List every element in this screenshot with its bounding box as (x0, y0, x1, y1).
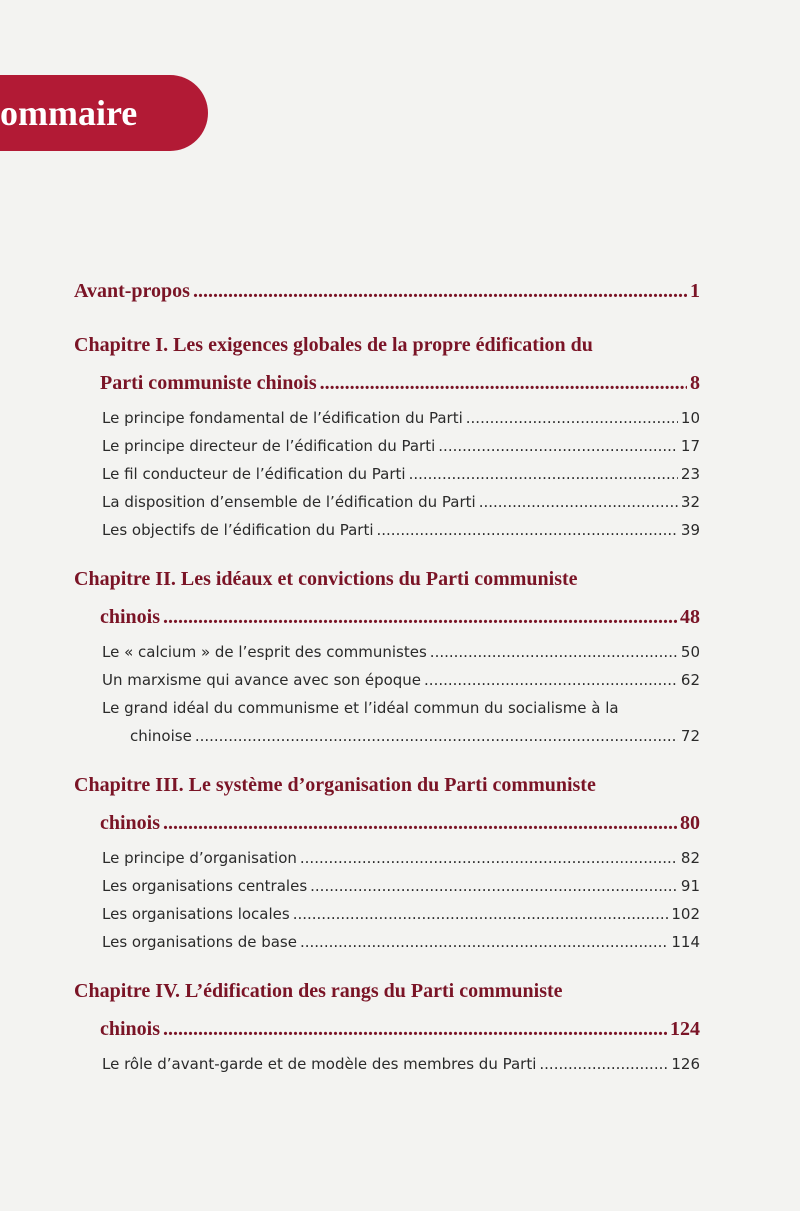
chapter-title-text: Parti communiste chinois (100, 371, 317, 394)
toc-section[interactable] (74, 404, 700, 432)
section-title: Les objectifs de l’édification du Parti (102, 521, 374, 539)
section-page: 82 (680, 849, 700, 867)
toc-section[interactable] (74, 460, 700, 488)
section-title: Le « calcium » de l’esprit des communistes (102, 643, 427, 661)
chapter-3 (74, 768, 700, 956)
section-page: 126 (671, 1055, 700, 1073)
section-page: 10 (680, 409, 700, 427)
chapter-title-line2[interactable] (74, 596, 700, 638)
chapter-page: 80 (680, 811, 700, 834)
section-title: Les organisations de base (102, 933, 297, 951)
chapter-title-text: chinois (100, 605, 161, 628)
chapter-4 (74, 974, 700, 1078)
entry-title: Avant-propos (74, 280, 190, 302)
section-title: Le principe fondamental de l’édification du Parti (102, 409, 463, 427)
sommaire-heading: ommaire (0, 93, 138, 133)
chapter-title-text: chinois (100, 811, 161, 834)
dot-leader (320, 372, 687, 395)
section-title: Le principe directeur de l’édification du Parti (102, 437, 436, 455)
toc-section[interactable] (74, 488, 700, 516)
chapter-title-line2[interactable] (74, 802, 700, 844)
section-title-line1: Le grand idéal du communisme et l’idéal commun du socialisme à la (102, 699, 619, 717)
table-of-contents (74, 280, 700, 1078)
dot-leader (430, 643, 678, 661)
sommaire-heading-tab (0, 75, 208, 151)
dot-leader (300, 933, 668, 951)
toc-entry-avant-propos[interactable] (74, 280, 700, 312)
section-page: 32 (680, 493, 700, 511)
chapter-title-line2[interactable] (74, 1008, 700, 1050)
toc-section-wrapped[interactable] (74, 694, 700, 750)
dot-leader (163, 606, 677, 629)
chapter-title-line1[interactable]: Chapitre I. Les exigences globales de la propre édification du (74, 334, 593, 356)
toc-section[interactable] (74, 1050, 700, 1078)
toc-section[interactable] (74, 844, 700, 872)
section-title-line2 (102, 722, 700, 750)
dot-leader (438, 437, 678, 455)
section-page: 23 (680, 465, 700, 483)
section-page: 91 (680, 877, 700, 895)
chapter-page: 124 (670, 1017, 700, 1040)
dot-leader (409, 465, 678, 483)
toc-section[interactable] (74, 638, 700, 666)
section-title: La disposition d’ensemble de l’édification du Parti (102, 493, 476, 511)
dot-leader (479, 493, 678, 511)
section-title: chinoise (130, 727, 192, 745)
chapter-2 (74, 562, 700, 750)
section-page: 39 (680, 521, 700, 539)
section-page: 62 (680, 671, 700, 689)
section-title: Le principe d’organisation (102, 849, 297, 867)
section-title: Les organisations centrales (102, 877, 308, 895)
entry-page: 1 (690, 280, 700, 302)
section-page: 50 (680, 643, 700, 661)
toc-section[interactable] (74, 872, 700, 900)
toc-section[interactable] (74, 900, 700, 928)
dot-leader (424, 671, 678, 689)
section-title: Un marxisme qui avance avec son époque (102, 671, 422, 689)
dot-leader (300, 849, 678, 867)
chapter-title-line1[interactable]: Chapitre III. Le système d’organisation du Parti communiste (74, 774, 596, 796)
section-title: Le fil conducteur de l’édification du Parti (102, 465, 406, 483)
chapter-page: 8 (690, 371, 700, 394)
chapter-page: 48 (680, 605, 700, 628)
dot-leader (193, 280, 687, 303)
toc-section[interactable] (74, 928, 700, 956)
section-page: 72 (680, 727, 700, 745)
chapter-title-line1[interactable]: Chapitre II. Les idéaux et convictions du Parti communiste (74, 568, 578, 590)
dot-leader (163, 812, 677, 835)
section-page: 114 (671, 933, 700, 951)
dot-leader (163, 1018, 667, 1041)
chapter-1 (74, 328, 700, 544)
chapter-title-text: chinois (100, 1017, 161, 1040)
toc-section[interactable] (74, 666, 700, 694)
toc-section[interactable] (74, 516, 700, 544)
toc-section[interactable] (74, 432, 700, 460)
dot-leader (377, 521, 678, 539)
dot-leader (539, 1055, 668, 1073)
dot-leader (195, 727, 678, 745)
dot-leader (466, 409, 678, 427)
dot-leader (310, 877, 678, 895)
section-title: Le rôle d’avant-garde et de modèle des membres du Parti (102, 1055, 537, 1073)
section-title: Les organisations locales (102, 905, 290, 923)
chapter-title-line2[interactable] (74, 362, 700, 404)
section-page: 17 (680, 437, 700, 455)
dot-leader (293, 905, 669, 923)
section-page: 102 (671, 905, 700, 923)
chapter-title-line1[interactable]: Chapitre IV. L’édification des rangs du Parti communiste (74, 980, 563, 1002)
